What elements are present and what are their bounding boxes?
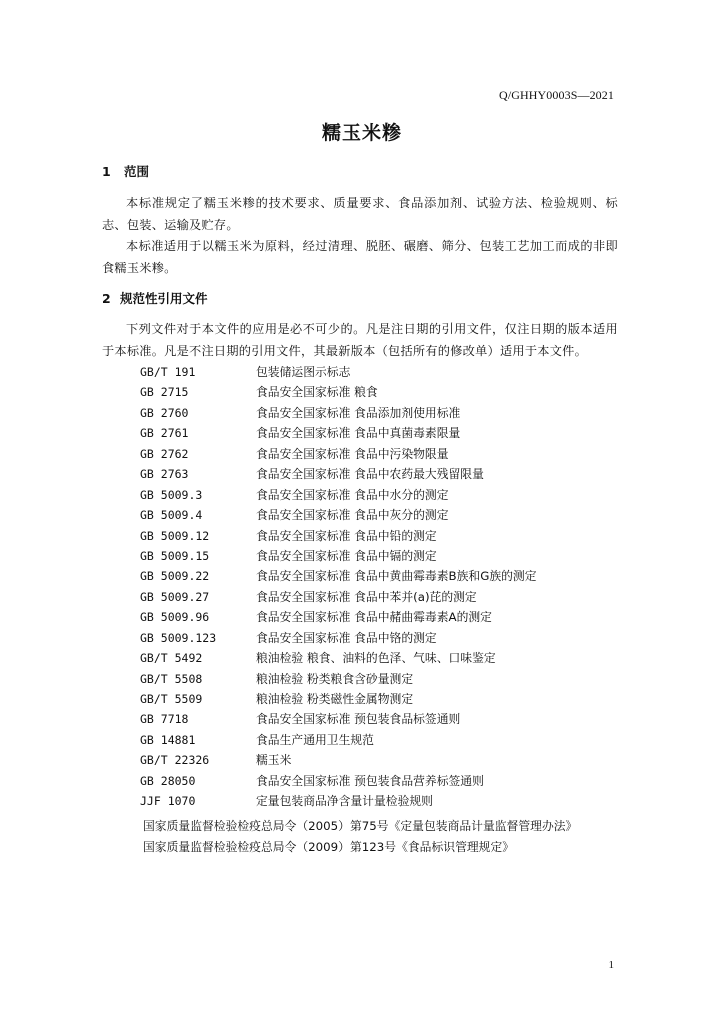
reference-row [140,669,620,689]
reference-row [140,526,620,546]
reference-row [140,587,620,607]
reference-name: 粮油检验 粉类粮食含砂量测定 [256,671,414,686]
reference-code: GB/T 22326 [140,753,210,768]
reference-code: GB 2715 [140,385,189,400]
reference-code: GB 14881 [140,732,196,747]
section-heading-scope [102,162,149,180]
reference-row [140,546,620,566]
reference-list [140,362,620,812]
document-title: 糯玉米糁 [321,122,402,144]
reference-row [140,444,620,464]
reference-code: GB 5009.123 [140,630,217,645]
section-number: 2 [102,291,111,306]
reference-row [140,423,620,443]
scope-paragraph-1: 本标准规定了糯玉米糁的技术要求、质量要求、食品添加剂、试验方法、检验规则、标志、包装、运输及贮存。 [102,196,618,232]
reference-code: GB 2762 [140,446,189,461]
reference-name: 食品安全国家标准 食品中镉的测定 [256,548,437,563]
reference-code: GB 5009.22 [140,569,210,584]
reference-code: GB 28050 [140,773,196,788]
reference-name: 食品安全国家标准 食品中灰分的测定 [256,508,449,523]
reference-name: 食品安全国家标准 食品添加剂使用标准 [256,405,461,420]
reference-code: GB 5009.15 [140,548,210,563]
reference-row [140,791,620,811]
reference-name: 食品生产通用卫生规范 [256,732,374,747]
reference-row [140,485,620,505]
section-title: 规范性引用文件 [120,291,208,306]
reference-name: 食品安全国家标准 预包装食品标签通则 [256,712,461,727]
reference-code: GB/T 191 [140,365,196,379]
page-number: 1 [608,959,614,971]
reference-row [140,689,620,709]
reference-code: JJF 1070 [140,794,196,809]
reference-name: 食品安全国家标准 食品中污染物限量 [256,446,449,461]
reference-row [140,771,620,791]
section-title: 范围 [124,164,150,179]
reference-code: GB 2761 [140,426,189,441]
reference-row [140,362,620,382]
reference-row [140,566,620,586]
reference-row [140,607,620,627]
reference-name: 糯玉米 [256,753,292,768]
reference-row [140,382,620,402]
reference-code: GB 7718 [140,712,189,727]
reference-name: 食品安全国家标准 食品中水分的测定 [256,487,449,502]
standard-code: Q/GHHY0003S—2021 [499,88,614,102]
reference-row [140,464,620,484]
reference-name: 食品安全国家标准 食品中赭曲霉毒素A的测定 [256,610,492,625]
reference-name: 定量包装商品净含量计量检验规则 [256,794,433,809]
reference-code: GB/T 5492 [140,651,203,666]
decree-reference: 国家质量监督检验检疫总局令（2005）第75号《定量包装商品计量监督管理办法》 [143,819,578,833]
reference-code: GB 2763 [140,467,189,482]
reference-name: 食品安全国家标准 食品中农药最大残留限量 [256,467,484,482]
reference-code: GB/T 5509 [140,692,203,706]
reference-row [140,648,620,668]
scope-paragraph-2: 本标准适用于以糯玉米为原料，经过清理、脱胚、碾磨、筛分、包装工艺加工而成的非即食糯玉米糁。 [102,239,618,275]
references-intro-paragraph: 下列文件对于本文件的应用是必不可少的。凡是注日期的引用文件，仅注日期的版本适用于本标准。凡是不注日期的引用文件，其最新版本（包括所有的修改单）适用于本文件。 [102,322,618,358]
reference-name: 食品安全国家标准 食品中真菌毒素限量 [256,426,461,441]
reference-code: GB 5009.3 [140,487,203,502]
decree-reference: 国家质量监督检验检疫总局令（2009）第123号《食品标识管理规定》 [143,840,515,854]
reference-name: 食品安全国家标准 食品中铬的测定 [256,630,437,645]
section-heading-normative-references [102,289,208,307]
reference-code: GB 5009.27 [140,589,210,604]
reference-name: 食品安全国家标准 食品中苯并(a)芘的测定 [256,589,477,604]
reference-code: GB 5009.4 [140,508,203,523]
reference-code: GB 5009.12 [140,528,210,543]
reference-row [140,750,620,770]
reference-name: 粮油检验 粉类磁性金属物测定 [256,692,414,706]
section-number: 1 [102,164,111,179]
reference-name: 食品安全国家标准 食品中铅的测定 [256,528,437,543]
reference-name: 食品安全国家标准 粮食 [256,385,378,400]
reference-code: GB 5009.96 [140,610,210,625]
reference-code: GB/T 5508 [140,671,203,686]
reference-name: 食品安全国家标准 预包装食品营养标签通则 [256,773,484,788]
reference-row [140,730,620,750]
reference-name: 包装储运图示标志 [256,365,351,379]
reference-name: 粮油检验 粮食、油料的色泽、气味、口味鉴定 [256,651,496,666]
reference-row [140,709,620,729]
reference-row [140,628,620,648]
reference-row [140,403,620,423]
reference-name: 食品安全国家标准 食品中黄曲霉毒素B族和G族的测定 [256,569,537,584]
reference-row [140,505,620,525]
reference-code: GB 2760 [140,405,189,420]
